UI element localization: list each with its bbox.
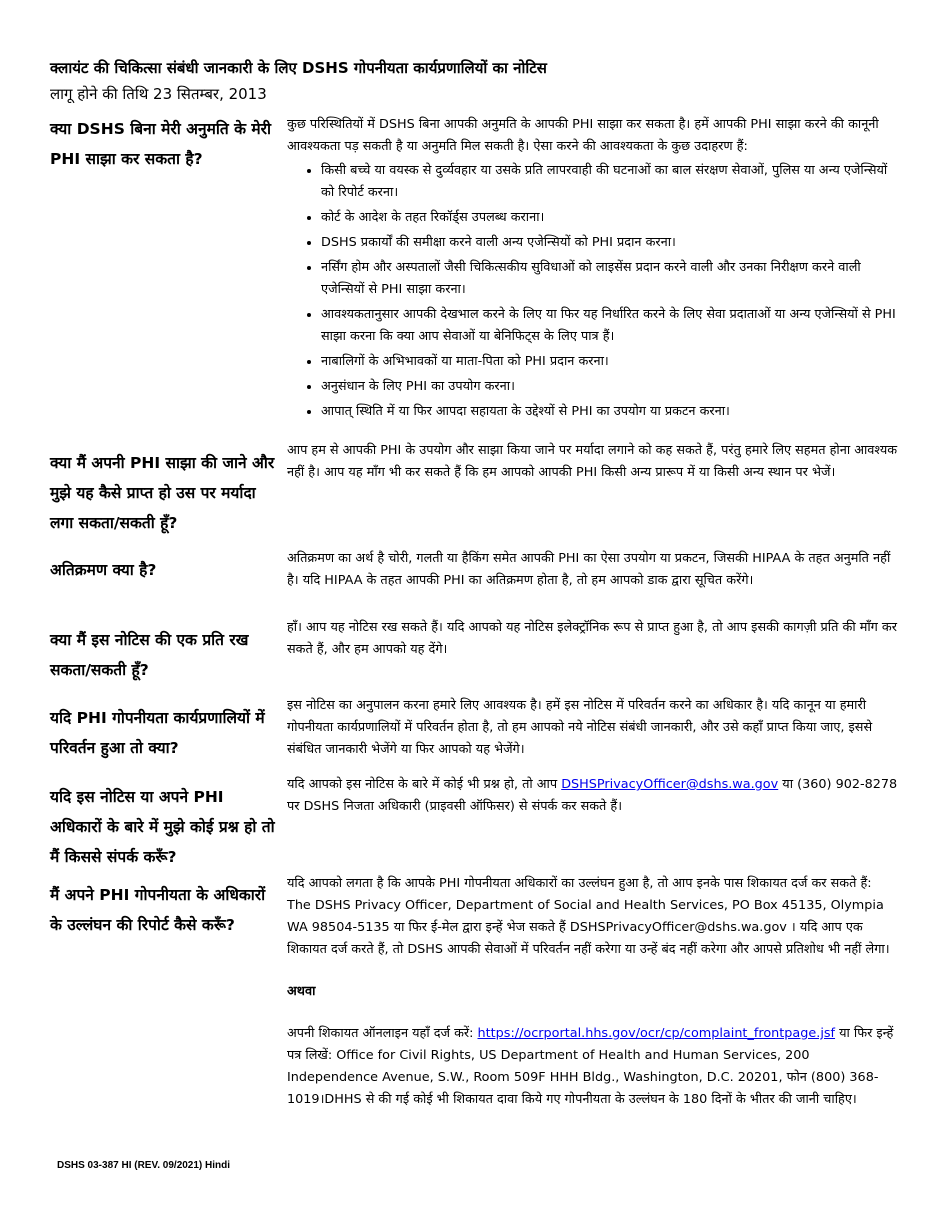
question-contact: यदि इस नोटिस या अपने PHI अधिकारों के बारे में मुझे कोई प्रश्न हो तो मैं किससे संपर्क करूँ? <box>50 788 275 866</box>
list-item: • कोर्ट के आदेश के तहत रिकॉर्ड्स उपलब्ध कराना। <box>321 207 899 229</box>
answer-intro: कुछ परिस्थितियों में DSHS बिना आपकी अनुमति के आपकी PHI साझा कर सकता है। हमें आपकी PHI साझा करने की कानूनी आवश्यकता पड़ सकती है या अनुमति मिल सकती है। ऐसा करने की आवश्यकता के कुछ उदाहरण हैं: <box>287 117 879 154</box>
question-breach: अतिक्रमण क्या है? <box>50 561 157 579</box>
report-intro: यदि आपको लगता है कि आपके PHI गोपनीयता अधिकारों का उल्लंघन हुआ है, तो आप इनके पास शिकायत दर्ज कर सकते हैं: <box>287 876 872 891</box>
answer-notice-copy: हाँ। आप यह नोटिस रख सकते हैं। यदि आपको यह नोटिस इलेक्ट्रॉनिक रूप से प्राप्त हुआ है, तो आप इसकी कागज़ी प्रति की माँग कर सकते हैं, और हम आपको यह देंगे। <box>287 620 897 657</box>
effective-date: लागू होने की तिथि 23 सितम्बर, 2013 <box>50 85 267 103</box>
list-item: • नर्सिंग होम और अस्पतालों जैसी चिकित्सकीय सुविधाओं को लाइसेंस प्रदान करने वाली और उनका निरीक्षण करने वाली एजेन्सियों से PHI साझा करना। <box>321 257 899 301</box>
online-complaint <box>287 1023 899 1111</box>
list-item: • DSHS प्रकार्यों की समीक्षा करने वाली अन्य एजेन्सियों को PHI प्रदान करना। <box>321 232 899 254</box>
question-restrict-sharing: क्या मैं अपनी PHI साझा की जाने और मुझे यह कैसे प्राप्त हो उस पर मर्यादा लगा सकता/सकती हूँ? <box>50 454 275 532</box>
answer-practice-changes: इस नोटिस का अनुपालन करना हमारे लिए आवश्यक है। हमें इस नोटिस में परिवर्तन करने का अधिकार है। यदि कानून या हमारी गोपनीयता कार्यप्रणालियों में परिवर्तन होता है, तो हम आपको नये नोटिस संबंधी जानकारी, और उसे कहाँ प्राप्त किया जाए, इससे संबंधित जानकारी भेजेंगे या फिर आपको यह भेजेंगे। <box>287 698 873 757</box>
list-item: • आवश्यकतानुसार आपकी देखभाल करने के लिए या फिर यह निर्धारित करने के लिए सेवा प्रदाताओं या अन्य एजेन्सियों से PHI साझा करना कि क्या आप सेवाओं या बेनिफिट्स के लिए पात्र हैं। <box>321 304 899 348</box>
question-report-violation: मैं अपने PHI गोपनीयता के अधिकारों के उल्लंघन की रिपोर्ट कैसे करूँ? <box>50 886 266 934</box>
list-item: • अनुसंधान के लिए PHI का उपयोग करना। <box>321 376 899 398</box>
report-address: The DSHS Privacy Officer, Department of Social and Health Services, PO Box 45135, Olympia WA 98504-5135 या फिर ई-मेल द्वारा इन्हें भेज सकते हैं DSHSPrivacyOfficer@dshs.wa.gov । यदि आप एक शिकायत दर्ज करते हैं, तो DSHS आपकी सेवाओं में परिवर्तन नहीं करेगा या उन्हें बंद नहीं करेगा और आपसे प्रतिशोध भी नहीं लेगा। <box>287 898 890 957</box>
examples-list <box>287 160 899 423</box>
list-item: • आपात् स्थिति में या फिर आपदा सहायता के उद्देश्यों से PHI का उपयोग या प्रकटन करना। <box>321 401 899 423</box>
question-notice-copy: क्या मैं इस नोटिस की एक प्रति रख सकता/सकती हूँ? <box>50 631 249 679</box>
answer-breach: अतिक्रमण का अर्थ है चोरी, गलती या हैकिंग समेत आपकी PHI का ऐसा उपयोग या प्रकटन, जिसकी HIPAA के तहत अनुमति नहीं है। यदि HIPAA के तहत आपकी PHI का अतिक्रमण होता है, तो हम आपको डाक द्वारा सूचित करेंगे। <box>287 551 891 588</box>
answer-report-violation <box>287 873 899 1111</box>
or-label: अथवा <box>287 984 316 999</box>
contact-text-after: या (360) 902-8278 पर DSHS निजता अधिकारी (प्राइवसी ऑफिसर) से संपर्क कर सकते हैं। <box>287 777 898 814</box>
answer-restrict-sharing: आप हम से आपकी PHI के उपयोग और साझा किया जाने पर मर्यादा लगाने को कह सकते हैं, परंतु हमारे लिए सहमत होना आवश्यक नहीं है। आप यह माँग भी कर सकते हैं कि हम आपको आपकी PHI किसी अन्य प्रारूप में या किसी अन्य स्थान पर भेजें। <box>287 443 898 480</box>
ocr-portal-link[interactable]: https://ocrportal.hhs.gov/ocr/cp/complaint_frontpage.jsf <box>477 1026 836 1041</box>
online-text-before: अपनी शिकायत ऑनलाइन यहाँ दर्ज करें: <box>287 1026 478 1041</box>
answer-contact <box>287 774 899 818</box>
privacy-officer-email-link[interactable]: DSHSPrivacyOfficer@dshs.wa.gov <box>561 777 779 792</box>
list-item: • नाबालिगों के अभिभावकों या माता-पिता को PHI प्रदान करना। <box>321 351 899 373</box>
form-number-footer: DSHS 03-387 HI (REV. 09/2021) Hindi <box>57 1160 231 1171</box>
question-share-without-permission: क्या DSHS बिना मेरी अनुमति के मेरी PHI साझा कर सकता है? <box>50 120 272 168</box>
online-text-after: या फिर इन्हें पत्र लिखें: Office for Civil Rights, US Department of Health and Human Services, 200 Independence Avenue, S.W., Room 509F HHH Bldg., Washington, D.C. 20201, फोन (800) 368-1019।DHHS से की गई कोई भी शिकायत दावा किये गए गोपनीयता के उल्लंघन के 180 दिनों के भीतर की जानी चाहिए। <box>287 1026 894 1107</box>
list-item: • किसी बच्चे या वयस्क से दुर्व्यवहार या उसके प्रति लापरवाही की घटनाओं का बाल संरक्षण सेवाओं, पुलिस या अन्य एजेन्सियों को रिपोर्ट करना। <box>321 160 899 204</box>
contact-text-before: यदि आपको इस नोटिस के बारे में कोई भी प्रश्न हो, तो आप <box>287 777 562 792</box>
answer-share-without-permission <box>287 114 899 426</box>
document-title: क्लायंट की चिकित्सा संबंधी जानकारी के लिए DSHS गोपनीयता कार्यप्रणालियों का नोटिस <box>50 59 547 77</box>
question-practice-changes: यदि PHI गोपनीयता कार्यप्रणालियों में परिवर्तन हुआ तो क्या? <box>50 709 265 757</box>
